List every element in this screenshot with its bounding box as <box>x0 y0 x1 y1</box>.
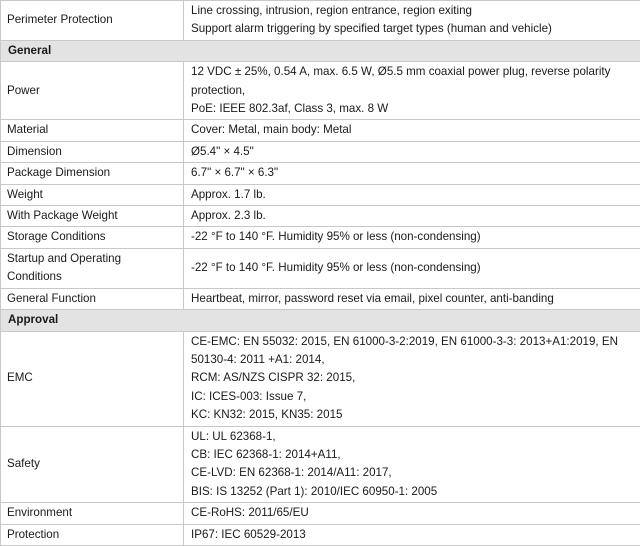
spec-row <box>1 331 640 426</box>
spec-value-line: Cover: Metal, main body: Metal <box>191 121 633 139</box>
spec-value <box>184 331 640 426</box>
spec-row <box>1 227 640 248</box>
spec-value <box>184 524 640 545</box>
spec-value-line: 6.7" × 6.7" × 6.3" <box>191 164 633 182</box>
spec-label: Storage Conditions <box>1 227 184 248</box>
spec-label: Safety <box>1 426 184 503</box>
spec-value <box>184 288 640 309</box>
spec-label: General Function <box>1 288 184 309</box>
spec-value <box>184 120 640 141</box>
section-header: Approval <box>1 310 640 331</box>
spec-value-line: -22 °F to 140 °F. Humidity 95% or less (non-condensing) <box>191 228 633 246</box>
spec-value <box>184 62 640 120</box>
spec-value-line: KC: KN32: 2015, KN35: 2015 <box>191 406 633 424</box>
spec-label: Environment <box>1 503 184 524</box>
spec-value-line: Line crossing, intrusion, region entrance, region exiting <box>191 2 633 20</box>
spec-value <box>184 206 640 227</box>
spec-row <box>1 426 640 503</box>
spec-value <box>184 503 640 524</box>
spec-value <box>184 141 640 162</box>
spec-value-line: BIS: IS 13252 (Part 1): 2010/IEC 60950-1: 2005 <box>191 483 633 501</box>
spec-label: Power <box>1 62 184 120</box>
spec-label: With Package Weight <box>1 206 184 227</box>
spec-value-line: CE-RoHS: 2011/65/EU <box>191 504 633 522</box>
spec-row <box>1 141 640 162</box>
spec-row <box>1 1 640 41</box>
spec-value-line: IC: ICES-003: Issue 7, <box>191 388 633 406</box>
spec-table-body <box>1 1 640 546</box>
spec-label: Package Dimension <box>1 163 184 184</box>
spec-label: EMC <box>1 331 184 426</box>
spec-label: Material <box>1 120 184 141</box>
spec-value-line: CB: IEC 62368-1: 2014+A11, <box>191 446 633 464</box>
spec-label: Perimeter Protection <box>1 1 184 41</box>
spec-value <box>184 1 640 41</box>
spec-label: Weight <box>1 184 184 205</box>
spec-value-line: Approx. 1.7 lb. <box>191 186 633 204</box>
spec-value-line: Approx. 2.3 lb. <box>191 207 633 225</box>
spec-row <box>1 62 640 120</box>
spec-value-line: PoE: IEEE 802.3af, Class 3, max. 8 W <box>191 100 633 118</box>
spec-value-line: 12 VDC ± 25%, 0.54 A, max. 6.5 W, Ø5.5 mm coaxial power plug, reverse polarity protection, <box>191 63 633 100</box>
spec-value-line: CE-LVD: EN 62368-1: 2014/A11: 2017, <box>191 464 633 482</box>
section-header: General <box>1 40 640 61</box>
spec-value-line: CE-EMC: EN 55032: 2015, EN 61000-3-2:2019, EN 61000-3-3: 2013+A1:2019, EN 50130-4: 2011 +A1: 2014, <box>191 333 633 370</box>
spec-value-line: Heartbeat, mirror, password reset via email, pixel counter, anti-banding <box>191 290 633 308</box>
spec-row <box>1 248 640 288</box>
spec-value-line: Support alarm triggering by specified target types (human and vehicle) <box>191 20 633 38</box>
spec-value-line: UL: UL 62368-1, <box>191 428 633 446</box>
spec-row <box>1 206 640 227</box>
spec-value-line: RCM: AS/NZS CISPR 32: 2015, <box>191 369 633 387</box>
section-header-row <box>1 310 640 331</box>
spec-value <box>184 163 640 184</box>
spec-row <box>1 503 640 524</box>
spec-row <box>1 288 640 309</box>
spec-label: Dimension <box>1 141 184 162</box>
spec-row <box>1 184 640 205</box>
spec-value <box>184 184 640 205</box>
spec-value <box>184 248 640 288</box>
section-header-row <box>1 40 640 61</box>
spec-value <box>184 227 640 248</box>
spec-row <box>1 163 640 184</box>
spec-value-line: -22 °F to 140 °F. Humidity 95% or less (non-condensing) <box>191 259 633 277</box>
spec-row <box>1 120 640 141</box>
spec-value <box>184 426 640 503</box>
spec-value-line: Ø5.4" × 4.5" <box>191 143 633 161</box>
spec-label: Protection <box>1 524 184 545</box>
spec-value-line: IP67: IEC 60529-2013 <box>191 526 633 544</box>
spec-label: Startup and Operating Conditions <box>1 248 184 288</box>
spec-row <box>1 524 640 545</box>
